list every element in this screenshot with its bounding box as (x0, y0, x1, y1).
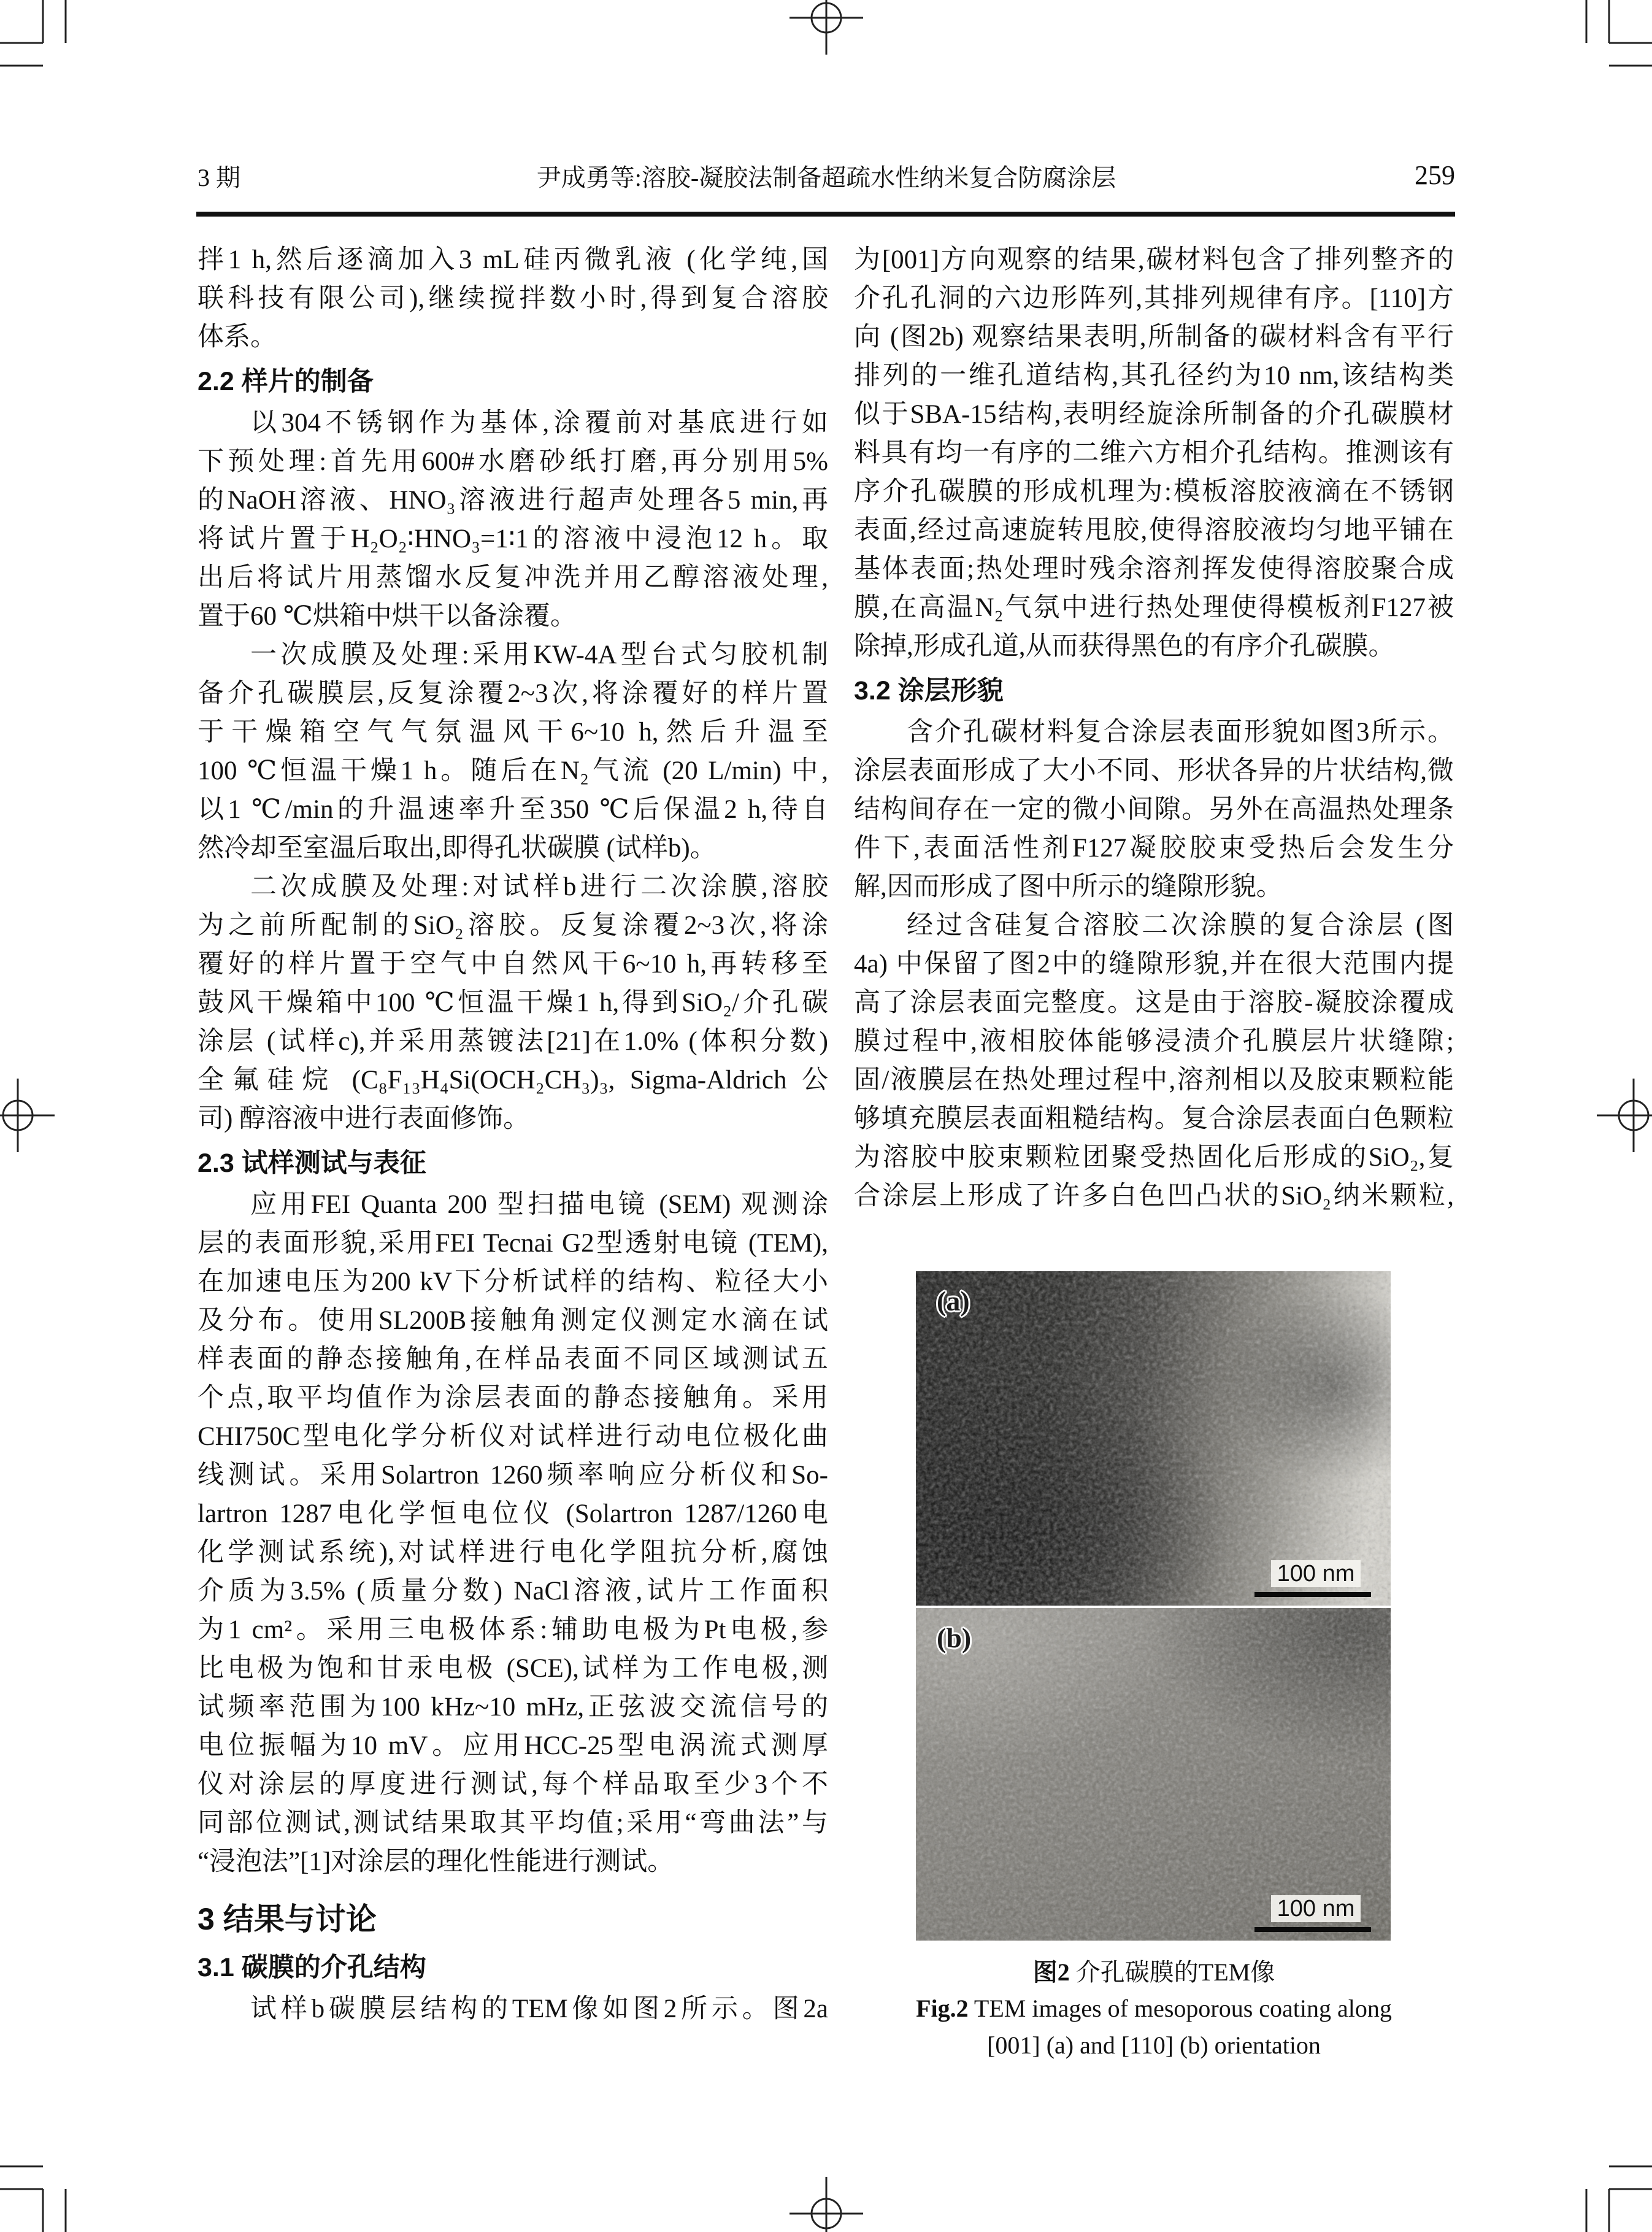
text-line: 一次成膜及处理:采用KW-4A型台式匀胶机制 (250, 641, 828, 669)
text-line: 司) 醇溶液中进行表面修饰。 (198, 1104, 530, 1133)
scale-bar-line-a (1254, 1592, 1371, 1597)
text-line: 膜,在高温N₂气氛中进行热处理使得模板剂F127被 (854, 593, 1454, 622)
text-line: 试样b碳膜层结构的TEM像如图2所示。图2a (250, 1995, 828, 2023)
text-line: 为[001]方向观察的结果,碳材料包含了排列整齐的 (854, 245, 1454, 274)
text-line: 拌1 h,然后逐滴加入3 mL硅丙微乳液 (化学纯,国 (198, 245, 828, 274)
section-heading: 3.1 碳膜的介孔结构 (198, 1953, 426, 1982)
text-line: 比电极为饱和甘汞电极 (SCE),试样为工作电极,测 (198, 1654, 828, 1683)
text-line: 化学测试系统),对试样进行电化学阻抗分析,腐蚀 (198, 1538, 828, 1567)
text-line: 体系。 (198, 323, 277, 352)
panel-a-label: (a) (937, 1285, 970, 1317)
scale-label-a: 100 nm (1271, 1560, 1361, 1587)
section-heading: 3 结果与讨论 (198, 1902, 377, 1936)
text-line: 基体表面;热处理时残余溶剂挥发使得溶胶聚合成 (854, 555, 1454, 583)
text-line: 出后将试片用蒸馏水反复冲洗并用乙醇溶液处理, (198, 563, 828, 592)
text-line: 二次成膜及处理:对试样b进行二次涂膜,溶胶 (250, 872, 828, 901)
text-line: 仪对涂层的厚度进行测试,每个样品取至少3个不 (198, 1770, 828, 1799)
text-line: 够填充膜层表面粗糙结构。复合涂层表面白色颗粒 (854, 1104, 1454, 1133)
text-line: 于干燥箱空气气氛温风干6~10 h,然后升温至 (198, 718, 828, 747)
text-line: 个点,取平均值作为涂层表面的静态接触角。采用 (198, 1383, 828, 1412)
left-column (198, 241, 828, 2028)
text-line: lartron 1287电化学恒电位仪 (Solartron 1287/1260电 (198, 1499, 828, 1528)
text-line: 以304不锈钢作为基体,涂覆前对基底进行如 (250, 409, 828, 437)
text-line: 下预处理:首先用600#水磨砂纸打磨,再分别用5% (198, 447, 828, 476)
text-line: 备介孔碳膜层,反复涂覆2~3次,将涂覆好的样片置 (198, 679, 828, 708)
text-line: 将试片置于H₂O₂∶HNO₃=1∶1的溶液中浸泡12 h。取 (198, 525, 828, 553)
text-line: 样表面的静态接触角,在样品表面不同区域测试五 (198, 1345, 828, 1374)
tem-noise-texture (916, 1271, 1391, 1606)
text-line: 件下,表面活性剂F127凝胶胶束受热后会发生分 (854, 834, 1454, 863)
text-line: 高了涂层表面完整度。这是由于溶胶-凝胶涂覆成 (854, 988, 1454, 1017)
tem-noise-texture (916, 1608, 1391, 1941)
scale-bar-a (1254, 1560, 1377, 1597)
text-line: CHI750C型电化学分析仪对试样进行动电位极化曲 (198, 1422, 828, 1451)
text-line: 涂层表面形成了大小不同、形状各异的片状结构,微 (854, 756, 1454, 785)
running-header (198, 161, 1455, 195)
text-line: 料具有均一有序的二维六方相介孔结构。推测该有 (854, 439, 1454, 468)
text-line: 介孔孔洞的六边形阵列,其排列规律有序。[110]方 (854, 284, 1454, 313)
text-line: 合涂层上形成了许多白色凹凸状的SiO₂纳米颗粒, (854, 1182, 1454, 1210)
text-line: 应用FEI Quanta 200 型扫描电镜 (SEM) 观测涂 (250, 1190, 828, 1219)
caption-en-prefix: Fig.2 (916, 1995, 969, 2022)
running-title: 尹成勇等:溶胶-凝胶法制备超疏水性纳米复合防腐涂层 (536, 164, 1116, 191)
text-line: 经过含硅复合溶胶二次涂膜的复合涂层 (图 (907, 911, 1454, 940)
figure-2 (916, 1271, 1391, 1941)
text-line: 以1 ℃/min的升温速率升至350 ℃后保温2 h,待自 (198, 795, 828, 824)
text-line: 层的表面形貌,采用FEI Tecnai G2型透射电镜 (TEM), (198, 1229, 828, 1258)
section-heading: 3.2 涂层形貌 (854, 676, 1004, 706)
text-line: 覆好的样片置于空气中自然风干6~10 h,再转移至 (198, 950, 828, 979)
issue-number: 3 期 (198, 164, 240, 191)
text-line: 序介孔碳膜的形成机理为:模板溶胶液滴在不锈钢 (854, 477, 1454, 506)
text-line: 全氟硅烷 (C₈F₁₃H₄Si(OCH₂CH₃)₃, Sigma-Aldrich 公 (198, 1066, 828, 1095)
caption-en-text1: TEM images of mesoporous coating along (968, 1995, 1392, 2022)
figure-2-caption (854, 1955, 1454, 2064)
text-line: “浸泡法”[1]对涂层的理化性能进行测试。 (198, 1847, 674, 1876)
text-line: 为溶胶中胶束颗粒团聚受热固化后形成的SiO₂,复 (854, 1143, 1454, 1172)
text-line: 排列的一维孔道结构,其孔径约为10 nm,该结构类 (854, 361, 1454, 390)
caption-english-line2 (854, 2027, 1454, 2064)
text-line: 联科技有限公司),继续搅拌数小时,得到复合溶胶 (198, 284, 828, 313)
right-column (854, 241, 1454, 1215)
text-line: 向 (图2b) 观察结果表明,所制备的碳材料含有平行 (854, 323, 1454, 352)
text-line: 试频率范围为100 kHz~10 mHz,正弦波交流信号的 (198, 1693, 828, 1722)
page-number: 259 (1415, 160, 1455, 190)
text-line: 膜过程中,液相胶体能够浸渍介孔膜层片状缝隙; (854, 1027, 1454, 1056)
text-line: 置于60 ℃烘箱中烘干以备涂覆。 (198, 602, 577, 631)
text-line: 为1 cm²。采用三电极体系:辅助电极为Pt电极,参 (198, 1615, 828, 1644)
text-line: 线测试。采用Solartron 1260频率响应分析仪和So- (198, 1461, 828, 1490)
tem-image-b (916, 1608, 1391, 1941)
text-line: 的NaOH溶液、HNO₃溶液进行超声处理各5 min,再 (198, 486, 828, 515)
section-heading: 2.2 样片的制备 (198, 367, 374, 396)
text-line: 结构间存在一定的微小间隙。另外在高温热处理条 (854, 795, 1454, 824)
caption-cn-text: 介孔碳膜的TEM像 (1069, 1958, 1275, 1986)
text-line: 然冷却至室温后取出,即得孔状碳膜 (试样b)。 (198, 834, 717, 863)
scale-bar-line-b (1254, 1927, 1371, 1932)
caption-english-line1 (854, 1990, 1454, 2027)
section-heading: 2.3 试样测试与表征 (198, 1149, 426, 1178)
text-line: 解,因而形成了图中所示的缝隙形貌。 (854, 872, 1283, 901)
text-line: 介质为3.5% (质量分数) NaCl溶液,试片工作面积 (198, 1577, 828, 1606)
text-line: 除掉,形成孔道,从而获得黑色的有序介孔碳膜。 (854, 632, 1395, 661)
text-line: 含介孔碳材料复合涂层表面形貌如图3所示。 (907, 718, 1454, 747)
text-line: 为之前所配制的SiO₂溶胶。反复涂覆2~3次,将涂 (198, 911, 828, 940)
tem-image-a (916, 1271, 1391, 1606)
text-line: 固/液膜层在热处理过程中,溶剂相以及胶束颗粒能 (854, 1066, 1454, 1095)
text-line: 同部位测试,测试结果取其平均值;采用“弯曲法”与 (198, 1809, 828, 1838)
text-line: 表面,经过高速旋转甩胶,使得溶胶液均匀地平铺在 (854, 516, 1454, 545)
text-line: 4a) 中保留了图2中的缝隙形貌,并在很大范围内提 (854, 950, 1454, 979)
text-line: 电位振幅为10 mV。应用HCC-25型电涡流式测厚 (198, 1731, 828, 1760)
scale-label-b: 100 nm (1271, 1895, 1361, 1922)
text-line: 鼓风干燥箱中100 ℃恒温干燥1 h,得到SiO₂/介孔碳 (198, 988, 828, 1017)
caption-cn-prefix: 图2 (1032, 1958, 1070, 1986)
scale-bar-b (1254, 1895, 1377, 1932)
panel-b-label: (b) (937, 1622, 972, 1653)
text-line: 在加速电压为200 kV下分析试样的结构、粒径大小 (198, 1268, 828, 1296)
text-line: 100 ℃恒温干燥1 h。随后在N₂气流 (20 L/min) 中, (198, 756, 828, 785)
header-rule (196, 212, 1455, 217)
caption-chinese (854, 1955, 1454, 1990)
text-line: 似于SBA-15结构,表明经旋涂所制备的介孔碳膜材 (854, 400, 1454, 429)
caption-en-text2: [001] (a) and [110] (b) orientation (987, 2031, 1321, 2059)
text-line: 涂层 (试样c),并采用蒸镀法[21]在1.0% (体积分数) (198, 1027, 828, 1056)
text-line: 及分布。使用SL200B接触角测定仪测定水滴在试 (198, 1306, 828, 1335)
